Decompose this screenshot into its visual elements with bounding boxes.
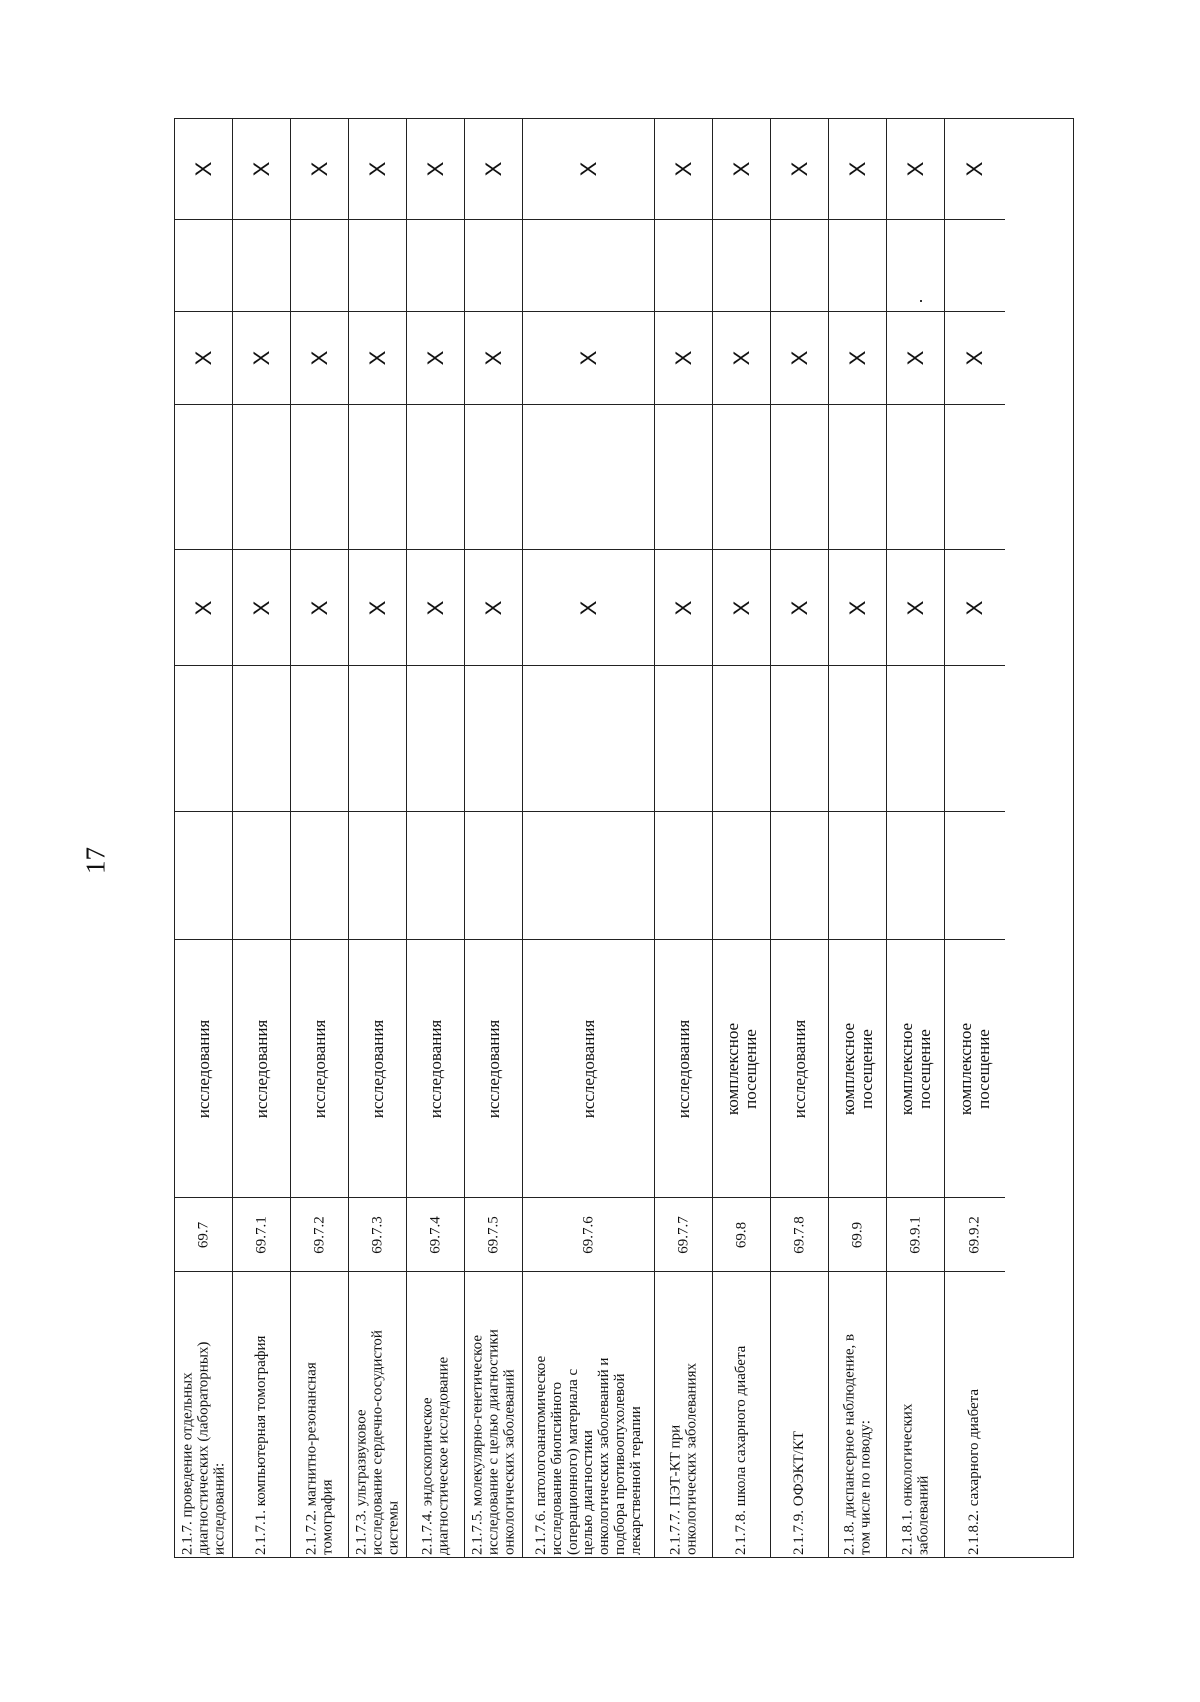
cell-x5 <box>523 311 654 404</box>
cell-x6 <box>655 219 712 311</box>
row-name: 2.1.8. диспансерное наблюдение, в том числе по поводу: <box>840 1333 873 1555</box>
row-mark: X <box>670 350 696 366</box>
cell-code <box>713 1197 770 1271</box>
row-name: 2.1.7.2. магнитно-резонансная томография <box>302 1361 335 1555</box>
cell-x1 <box>465 811 522 939</box>
row-code: 69.7 <box>195 1221 211 1248</box>
row-name: 2.1.8.2. сахарного диабета <box>966 1388 983 1555</box>
row-mark: X <box>962 600 987 615</box>
cell-x5 <box>945 311 1005 404</box>
cell-x6 <box>523 219 654 311</box>
cell-x7 <box>771 119 828 219</box>
row-name: 2.1.7.9. ОФЭКТ/КТ <box>790 1430 807 1555</box>
cell-code <box>655 1197 712 1271</box>
cell-x5 <box>349 311 406 404</box>
row-name: 2.1.7.3. ультразвуковое исследование сердечно-сосудистой системы <box>352 1329 401 1555</box>
row-mark: X <box>575 600 601 615</box>
cell-x2 <box>771 665 828 811</box>
cell-x4 <box>233 404 290 549</box>
row-mark: X <box>902 350 928 366</box>
row-name: 2.1.8.1. онкологических заболеваний <box>898 1403 931 1555</box>
cell-name <box>713 1271 770 1559</box>
cell-unit <box>655 939 712 1197</box>
cell-name <box>655 1271 712 1559</box>
row-code: 69.9 <box>849 1221 865 1248</box>
cell-x1 <box>713 811 770 939</box>
row-unit: исследования <box>483 1019 503 1118</box>
cell-x3 <box>407 549 464 665</box>
row-code: 69.9.1 <box>907 1215 923 1254</box>
cell-x6 <box>829 219 886 311</box>
row-mark: X <box>786 350 812 366</box>
cell-x5 <box>713 311 770 404</box>
cell-x1 <box>771 811 828 939</box>
cell-x2 <box>465 665 522 811</box>
row-mark: X <box>844 600 870 615</box>
row-unit: исследования <box>193 1019 213 1118</box>
cell-x5 <box>655 311 712 404</box>
cell-x7 <box>713 119 770 219</box>
table-row <box>349 119 407 1557</box>
row-mark: X <box>786 161 812 177</box>
cell-x4 <box>523 404 654 549</box>
cell-x7 <box>829 119 886 219</box>
cell-code <box>233 1197 290 1271</box>
cell-x4 <box>655 404 712 549</box>
row-code: 69.7.3 <box>369 1215 385 1254</box>
row-name: 2.1.7.1. компьютерная томография <box>252 1335 269 1555</box>
cell-x2 <box>945 665 1005 811</box>
cell-x3 <box>233 549 290 665</box>
row-mark: X <box>844 350 870 366</box>
row-mark: X <box>248 161 274 177</box>
cell-code <box>465 1197 522 1271</box>
cell-unit <box>233 939 290 1197</box>
row-unit: исследования <box>789 1019 809 1118</box>
cell-x1 <box>233 811 290 939</box>
table-row <box>887 119 945 1557</box>
cell-x5 <box>829 311 886 404</box>
row-name: 2.1.7.5. молекулярно-генетическое исследование с целью диагностики онкологических заболеваний <box>468 1328 517 1555</box>
row-mark: X <box>248 600 274 615</box>
cell-code <box>291 1197 348 1271</box>
row-mark: X <box>364 350 390 366</box>
cell-code <box>829 1197 886 1271</box>
cell-x4 <box>771 404 828 549</box>
cell-x3 <box>349 549 406 665</box>
cell-code <box>407 1197 464 1271</box>
cell-unit <box>175 939 232 1197</box>
cell-x2 <box>291 665 348 811</box>
cell-x1 <box>349 811 406 939</box>
cell-unit <box>407 939 464 1197</box>
row-mark: X <box>306 350 332 366</box>
table-row <box>291 119 349 1557</box>
cell-unit <box>945 939 1005 1197</box>
cell-name <box>887 1271 944 1559</box>
table-row <box>233 119 291 1557</box>
cell-name <box>175 1271 232 1559</box>
row-name: 2.1.7.4. эндоскопическое диагностическое исследование <box>418 1356 451 1555</box>
cell-code <box>523 1197 654 1271</box>
cell-code <box>887 1197 944 1271</box>
cell-x2 <box>407 665 464 811</box>
cell-x7 <box>523 119 654 219</box>
cell-x4 <box>175 404 232 549</box>
cell-code <box>771 1197 828 1271</box>
row-mark: X <box>364 161 390 177</box>
data-table <box>174 118 1074 1558</box>
table-row <box>523 119 655 1557</box>
cell-x6 <box>349 219 406 311</box>
cell-x5 <box>233 311 290 404</box>
cell-x3 <box>945 549 1005 665</box>
cell-x5 <box>175 311 232 404</box>
cell-x1 <box>829 811 886 939</box>
cell-x1 <box>655 811 712 939</box>
row-mark: X <box>364 600 390 615</box>
cell-x7 <box>291 119 348 219</box>
cell-x7 <box>175 119 232 219</box>
cell-x4 <box>887 404 944 549</box>
row-unit: комплексное посещение <box>722 1022 760 1115</box>
row-mark: X <box>575 161 601 177</box>
cell-unit <box>523 939 654 1197</box>
row-mark: X <box>306 600 332 615</box>
cell-x2 <box>829 665 886 811</box>
cell-unit <box>465 939 522 1197</box>
cell-unit <box>887 939 944 1197</box>
row-mark: X <box>844 161 870 177</box>
row-unit: исследования <box>673 1019 693 1118</box>
cell-x3 <box>523 549 654 665</box>
cell-x2 <box>655 665 712 811</box>
table-row <box>465 119 523 1557</box>
row-mark: X <box>480 161 506 177</box>
cell-x7 <box>233 119 290 219</box>
row-unit: исследования <box>578 1019 598 1118</box>
row-mark: X <box>575 350 601 366</box>
cell-x4 <box>829 404 886 549</box>
row-unit: исследования <box>309 1019 329 1118</box>
row-mark: X <box>422 600 448 615</box>
row-mark: X <box>190 161 216 177</box>
cell-x4 <box>465 404 522 549</box>
row-mark: X <box>306 161 332 177</box>
cell-x3 <box>465 549 522 665</box>
cell-x7 <box>407 119 464 219</box>
row-mark: X <box>422 350 448 366</box>
cell-code <box>175 1197 232 1271</box>
cell-x6 <box>887 219 944 311</box>
cell-x6 <box>945 219 1005 311</box>
cell-x3 <box>713 549 770 665</box>
cell-x4 <box>349 404 406 549</box>
row-mark: X <box>902 161 928 177</box>
table-row <box>829 119 887 1557</box>
row-mark: X <box>480 350 506 366</box>
cell-x3 <box>175 549 232 665</box>
row-code: 69.8 <box>733 1221 749 1248</box>
cell-x6 <box>465 219 522 311</box>
row-mark: X <box>422 161 448 177</box>
row-mark: X <box>962 161 987 177</box>
table-row <box>713 119 771 1557</box>
row-name: 2.1.7. проведение отдельных диагностических (лабораторных) исследований: <box>178 1341 227 1555</box>
cell-code <box>945 1197 1005 1271</box>
cell-x7 <box>887 119 944 219</box>
row-code: 69.7.5 <box>485 1215 501 1254</box>
cell-unit <box>771 939 828 1197</box>
row-unit: исследования <box>367 1019 387 1118</box>
row-code: 69.7.4 <box>427 1215 443 1254</box>
row-unit: исследования <box>251 1019 271 1118</box>
cell-x2 <box>175 665 232 811</box>
row-mark: X <box>670 600 696 615</box>
cell-x6 <box>407 219 464 311</box>
table-row <box>771 119 829 1557</box>
cell-x5 <box>887 311 944 404</box>
cell-x3 <box>829 549 886 665</box>
table-row <box>945 119 1005 1557</box>
cell-x1 <box>887 811 944 939</box>
cell-x5 <box>291 311 348 404</box>
cell-x6 <box>233 219 290 311</box>
row-mark: X <box>728 350 754 366</box>
cell-x7 <box>945 119 1005 219</box>
row-code: 69.7.1 <box>253 1215 269 1254</box>
cell-x2 <box>233 665 290 811</box>
cell-x3 <box>291 549 348 665</box>
cell-x1 <box>945 811 1005 939</box>
page-number: 17 <box>80 847 111 874</box>
row-code: 69.7.2 <box>311 1215 327 1254</box>
cell-x6 <box>771 219 828 311</box>
row-code: 69.7.8 <box>791 1215 807 1254</box>
row-mark: X <box>728 161 754 177</box>
cell-x7 <box>349 119 406 219</box>
row-mark: X <box>670 161 696 177</box>
cell-x2 <box>887 665 944 811</box>
cell-name <box>349 1271 406 1559</box>
cell-name <box>465 1271 522 1559</box>
row-mark: X <box>190 600 216 615</box>
cell-x6 <box>175 219 232 311</box>
row-name: 2.1.7.7. ПЭТ-КТ при онкологических заболеваниях <box>666 1362 699 1555</box>
row-name: 2.1.7.6. патологоанатомическое исследование биопсийного (операционного) материала с целью диагностики онкологических заболеваний и подбора противоопухолевой лекарственной терапии <box>532 1355 643 1555</box>
cell-name <box>291 1271 348 1559</box>
cell-x6 <box>713 219 770 311</box>
cell-name <box>829 1271 886 1559</box>
cell-x3 <box>655 549 712 665</box>
cell-unit <box>829 939 886 1197</box>
cell-x5 <box>771 311 828 404</box>
cell-x7 <box>655 119 712 219</box>
cell-x1 <box>407 811 464 939</box>
cell-x2 <box>349 665 406 811</box>
row-name: 2.1.7.8. школа сахарного диабета <box>732 1345 749 1555</box>
cell-name <box>407 1271 464 1559</box>
cell-unit <box>713 939 770 1197</box>
row-mark: X <box>190 350 216 366</box>
row-mark: X <box>728 600 754 615</box>
row-unit: комплексное посещение <box>838 1022 876 1115</box>
row-unit: комплексное посещение <box>956 1022 993 1115</box>
cell-unit <box>349 939 406 1197</box>
cell-name <box>771 1271 828 1559</box>
cell-x5 <box>465 311 522 404</box>
row-unit: комплексное посещение <box>896 1022 934 1115</box>
table-row <box>175 119 233 1557</box>
row-code: 69.7.6 <box>580 1215 596 1254</box>
row-mark: X <box>480 600 506 615</box>
cell-name <box>233 1271 290 1559</box>
cell-x2 <box>713 665 770 811</box>
cell-x1 <box>523 811 654 939</box>
cell-x4 <box>945 404 1005 549</box>
cell-x6 <box>291 219 348 311</box>
cell-code <box>349 1197 406 1271</box>
row-mark: X <box>248 350 274 366</box>
cell-name <box>945 1271 1005 1559</box>
row-mark: X <box>962 350 987 366</box>
cell-x4 <box>713 404 770 549</box>
row-unit: исследования <box>425 1019 445 1118</box>
cell-name <box>523 1271 654 1559</box>
cell-x3 <box>887 549 944 665</box>
cell-x4 <box>291 404 348 549</box>
cell-x7 <box>465 119 522 219</box>
row-mark: X <box>902 600 928 615</box>
cell-x3 <box>771 549 828 665</box>
cell-x4 <box>407 404 464 549</box>
cell-x5 <box>407 311 464 404</box>
row-code: 69.7.7 <box>675 1215 691 1254</box>
table-row <box>655 119 713 1557</box>
cell-x2 <box>523 665 654 811</box>
cell-x1 <box>175 811 232 939</box>
table-row <box>407 119 465 1557</box>
cell-unit <box>291 939 348 1197</box>
row-code: 69.9.2 <box>966 1215 983 1254</box>
cell-x1 <box>291 811 348 939</box>
row-mark: X <box>786 600 812 615</box>
